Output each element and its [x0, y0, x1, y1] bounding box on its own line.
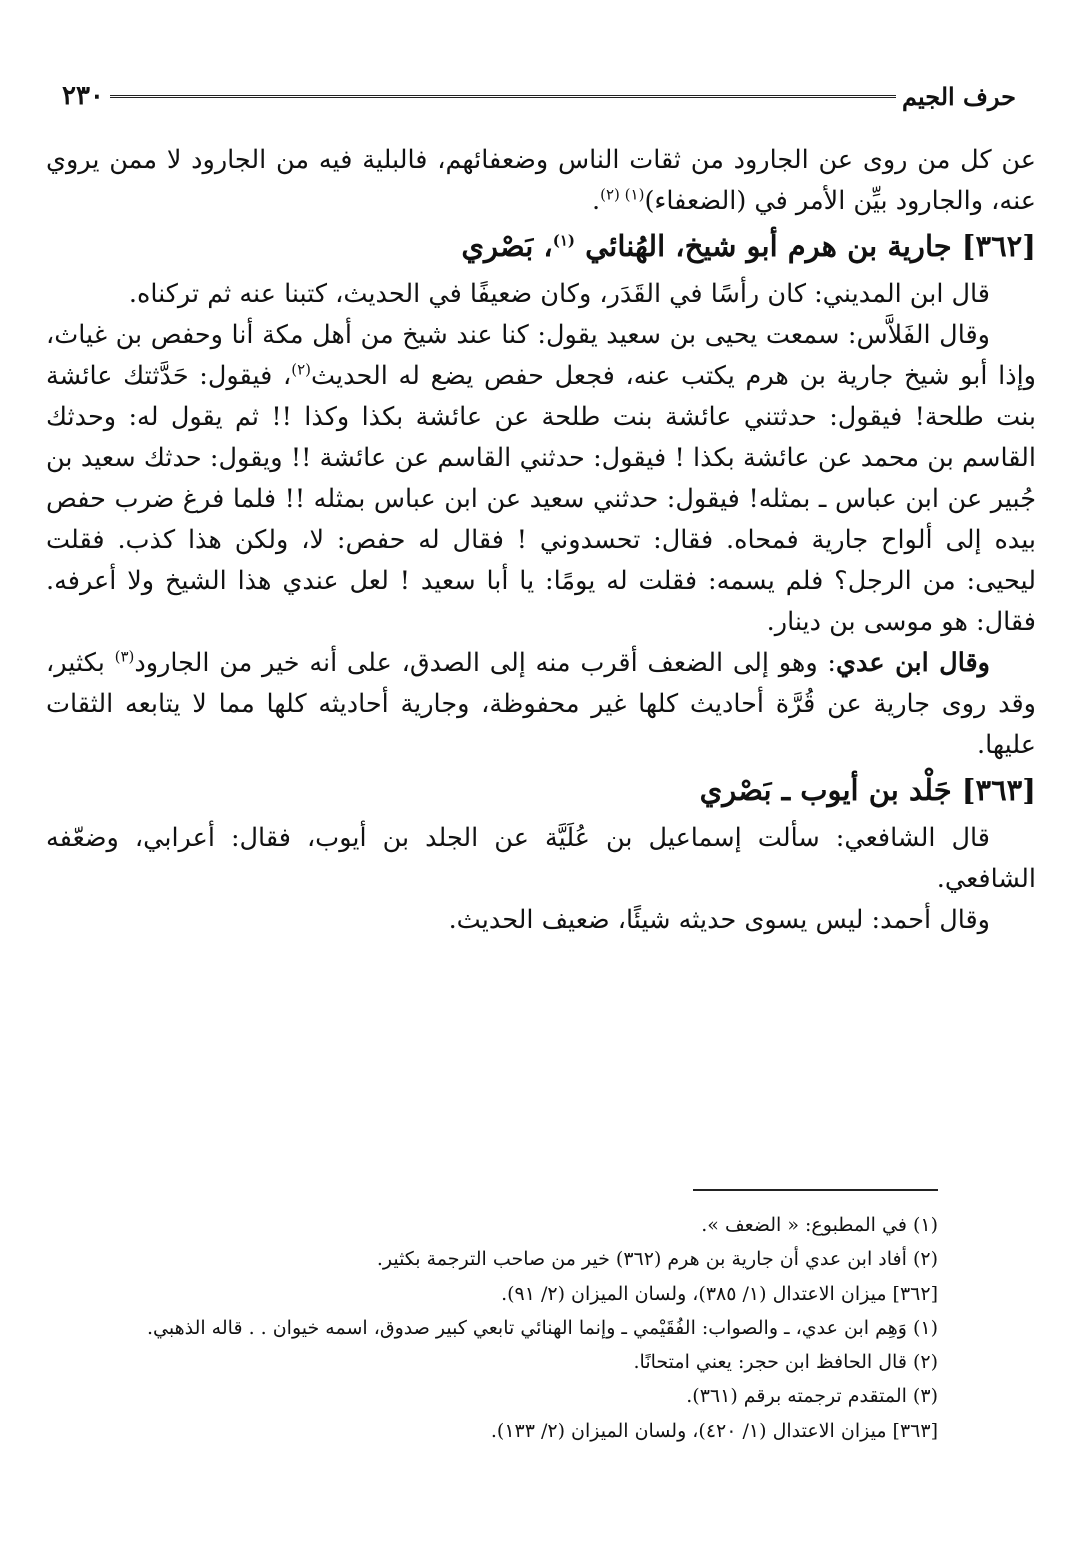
paragraph-2: قال ابن المديني: كان رأسًا في القَدَر، وكان ضعيفًا في الحديث، كتبنا عنه ثم تركناه. — [128, 279, 990, 309]
footnote-item: [٣٦٢] ميزان الاعتدال (١/ ٣٨٥)، ولسان الميزان (٢/ ٩١). — [501, 1282, 938, 1305]
entry-363-heading: [٣٦٣] جَلْد بن أيوب ـ بَصْري — [699, 773, 1036, 807]
footnote-item: (٣) المتقدم ترجمته برقم (٣٦١). — [686, 1385, 938, 1408]
page-number: ٢٣٠ — [62, 81, 104, 111]
main-text — [46, 140, 1036, 941]
paragraph-1-text: عن كل من روى عن الجارود من ثقات الناس وضعفائهم، فالبلية فيه من الجارود لا ممن يروي عنه، والجارود بيِّن الأمر في (الضعفاء) — [46, 145, 1036, 216]
paragraph-3-text-b: ، فيقول: حَدَّثتك عائشة بنت طلحة! فيقول: حدثتني عائشة بنت طلحة عن عائشة بكذا وكذا !! ثم يقول له: وحدثك القاسم بن محمد عن عائشة بكذا ! فيقول: حدثني القاسم عن عائشة !! ويقول: حدثك سعيد بن جُبير عن ابن عباس ـ بمثله! فيقول: حدثني سعيد عن ابن عباس بمثله !! فلما فرغ ضرب حفص بيده إلى ألواح جارية فمحاه. فقال: تحسدوني ! فقال له حفص: لا، ولكن هذا كذب. فقلت ليحيى: من الرجل؟ فلم يسمه: فقلت له يومًا: يا أبا سعيد ! لعل عندي هذا الشيخ ولا أعرفه. فقال: هو موسى بن دينار. — [46, 361, 1036, 637]
footnote-ref: (٢) — [291, 360, 311, 379]
footnote-ref: (١) — [552, 231, 576, 250]
paragraph-3-text-a: وقال الفَلاَّس: سمعت يحيى بن سعيد يقول: كنا عند شيخ من أهل مكة أنا وحفص بن غياث، وإذا أبو شيخ جارية بن هرم يكتب عنه، فجعل حفص يضع له الحديث — [46, 320, 1036, 391]
footnote-item: (٢) أفاد ابن عدي أن جارية بن هرم (٣٦٢) خير من صاحب الترجمة بكثير. — [376, 1248, 938, 1271]
paragraph-6: وقال أحمد: ليس يسوى حديثه شيئًا، ضعيف الحديث. — [448, 905, 990, 935]
footnote-item: (٢) قال الحافظ ابن حجر: يعني امتحانًا. — [633, 1351, 938, 1374]
footnote-ref: (١) (٢) — [600, 185, 645, 204]
paragraph-4-text-a: : وهو إلى الضعف أقرب منه إلى الصدق، على أنه خير من الجارود — [134, 648, 836, 678]
paragraph-1 — [46, 140, 1036, 222]
footnote-item: (١) وَهِم ابن عدي، ـ والصواب: الفُقَيْمي ـ وإنما الهنائي تابعي كبير صدوق، اسمه خيوان . . قاله الذهبي. — [146, 1316, 938, 1339]
entry-362-title: [٣٦٢] جارية بن هرم أبو شيخ، الهُنائي — [575, 229, 1036, 263]
footnote-separator — [693, 1189, 938, 1191]
paragraph-4-text-b: بكثير، وقد روى جارية عن قُرَّة أحاديث كلها غير محفوظة، وجارية أحاديثه كلها مما لا يتابعه الثقات عليها. — [46, 648, 1036, 760]
entry-362-heading — [46, 224, 1036, 268]
paragraph-3 — [46, 315, 1036, 643]
header-rule — [110, 95, 896, 98]
page-header — [44, 76, 1034, 116]
paragraph-4-lead: وقال ابن عدي — [835, 648, 990, 678]
footnote-item: [٣٦٣] ميزان الاعتدال (١/ ٤٢٠)، ولسان الميزان (٢/ ١٣٣). — [490, 1419, 938, 1442]
paragraph-4 — [46, 643, 1036, 766]
footnote-item: (١) في المطبوع: « الضعف ». — [701, 1214, 938, 1236]
paragraph-1-end: . — [592, 186, 601, 216]
paragraph-5: قال الشافعي: سألت إسماعيل بن عُلَيَّة عن الجلد بن أيوب، فقال: أعرابي، وضعّفه الشافعي. — [46, 823, 1036, 894]
footnote-ref: (٣) — [114, 647, 135, 666]
footnotes — [46, 1208, 938, 1448]
entry-362-suffix: ، بَصْري — [461, 229, 553, 263]
section-title: حرف الجيم — [902, 81, 1016, 111]
